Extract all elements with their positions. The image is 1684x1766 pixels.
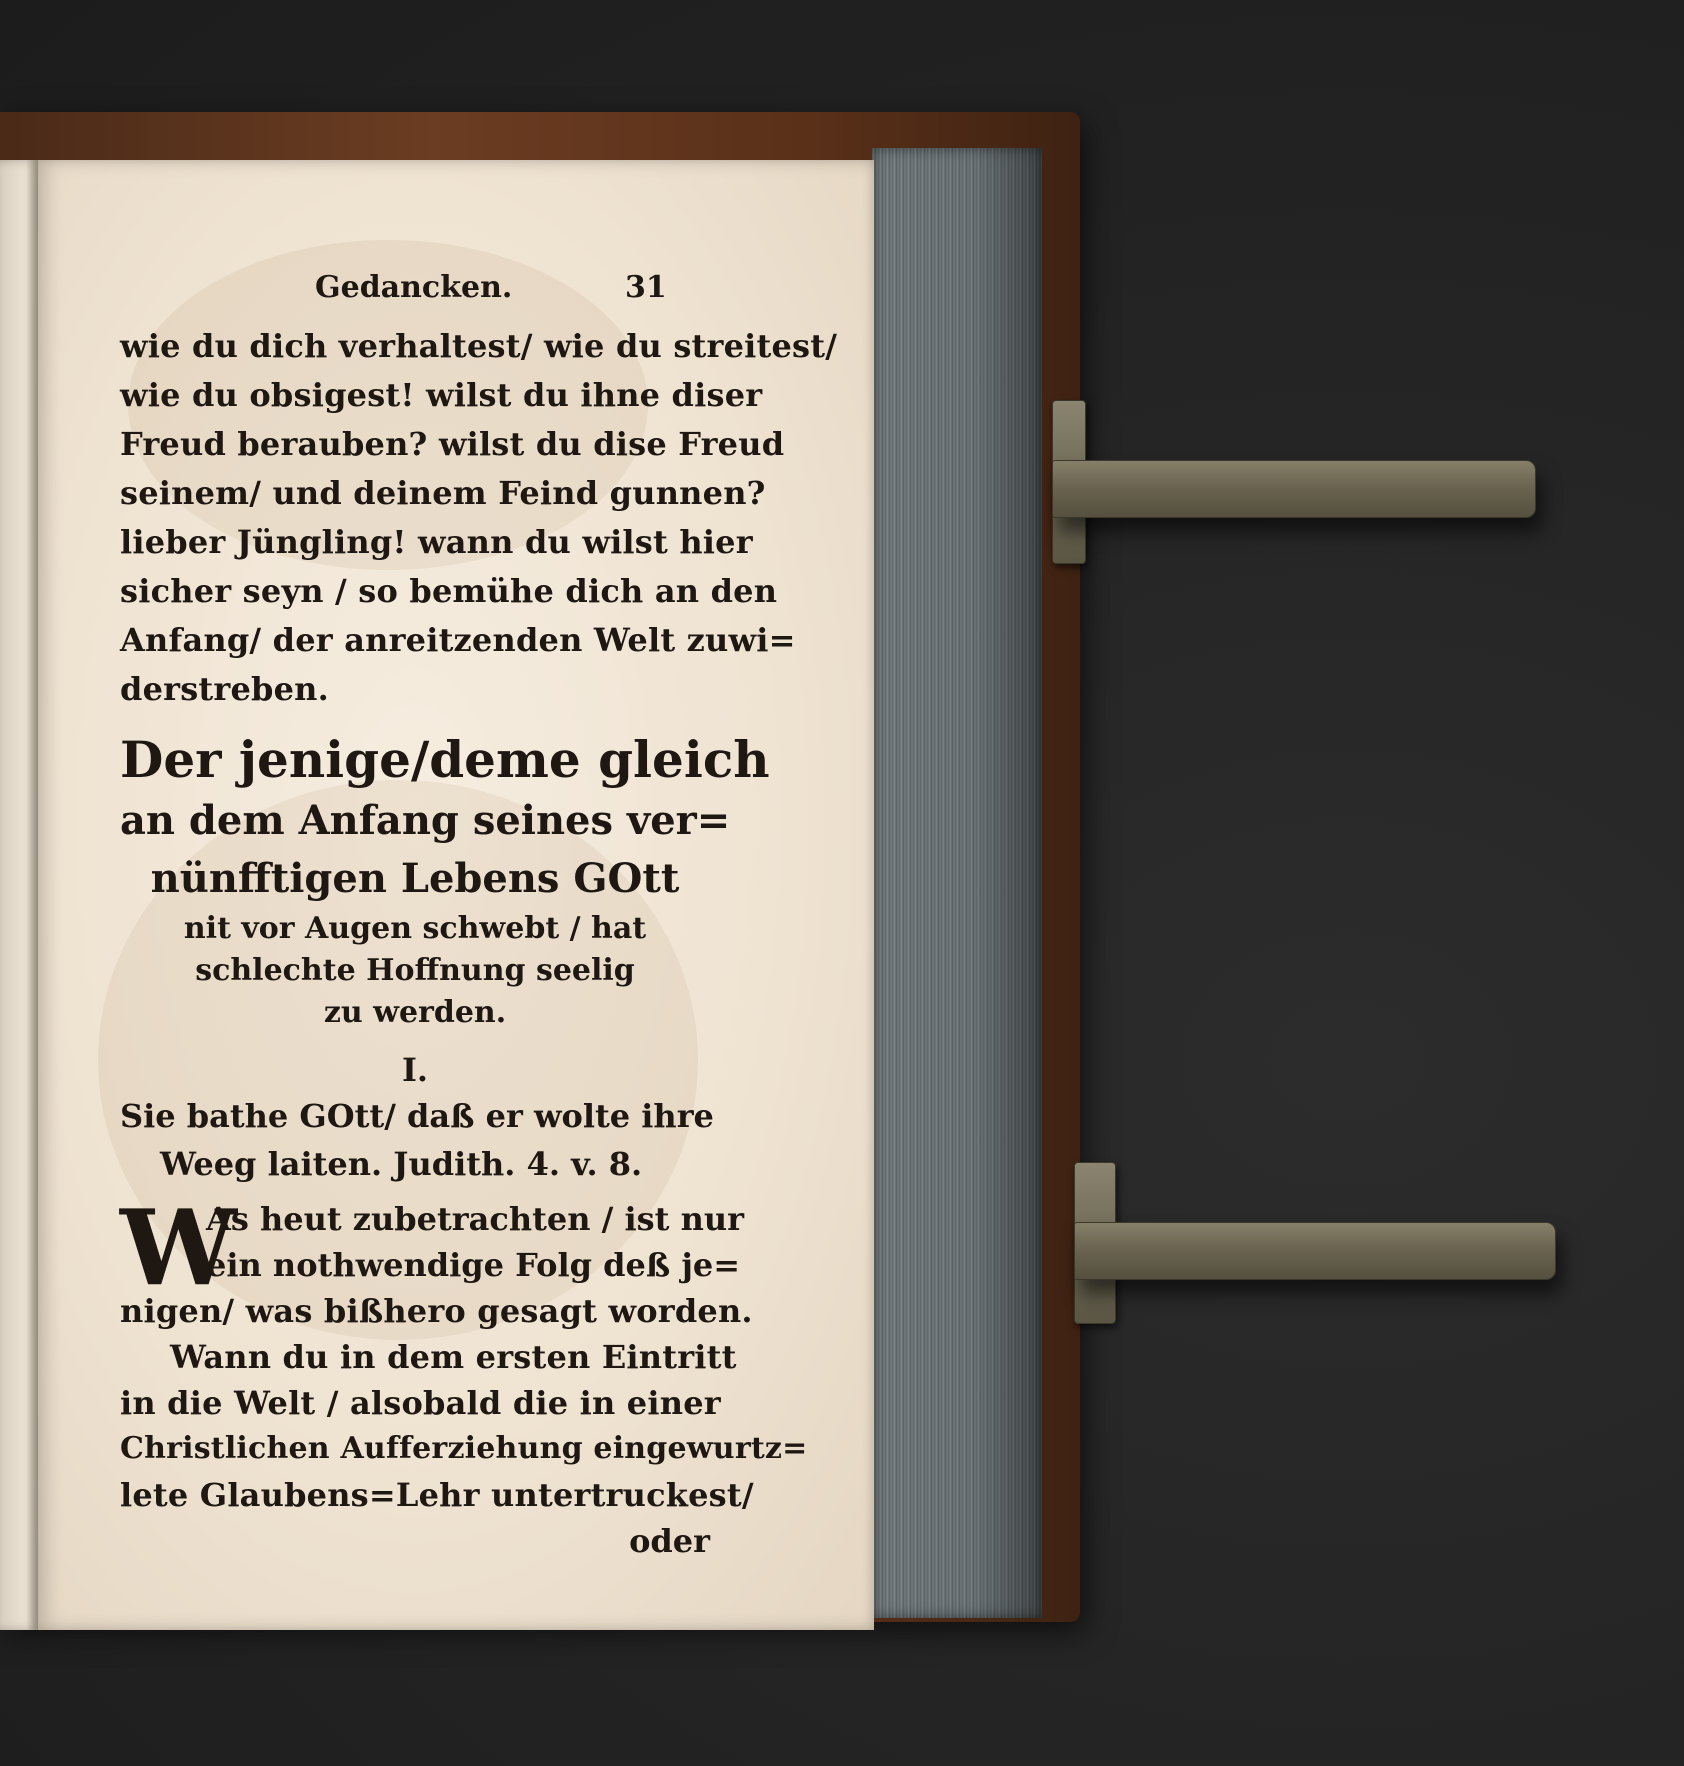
text-line: in die Welt / alsobald die in einer	[120, 1384, 721, 1422]
text-line: wie du obsigest! wilst du ihne diser	[120, 376, 763, 414]
text-line: lieber Jüngling! wann du wilst hier	[120, 523, 753, 561]
heading-line: Der jenige/deme gleich	[120, 730, 770, 789]
heading-line: nit vor Augen schwebt / hat	[183, 911, 647, 946]
page-text	[120, 270, 838, 1564]
text-line: lete Glaubens=Lehr untertruckest/	[120, 1476, 754, 1514]
drop-capital: W	[120, 1186, 237, 1309]
text-line: wie du dich verhaltest/ wie du streitest/	[120, 327, 838, 365]
heading-line: schlechte Hoffnung seelig	[195, 953, 635, 988]
text-line: derstreben.	[120, 670, 329, 708]
text-line: ein nothwendige Folg deß je=	[206, 1246, 741, 1284]
heading-line: zu werden.	[323, 995, 507, 1030]
intro-paragraph	[120, 322, 838, 714]
page-block-shadow	[872, 148, 1042, 1618]
upper-clasp-bar	[1052, 460, 1536, 518]
text-line: Freud berauben? wilst du dise Freud	[120, 425, 785, 463]
heading-line: nünfftigen Lebens GOtt	[150, 855, 680, 902]
left-page-edge	[0, 160, 38, 1630]
catchword: oder	[629, 1522, 710, 1560]
text-line: Anfang/ der anreitzenden Welt zuwi=	[120, 621, 796, 659]
text-line: Wann du in dem ersten Eintritt	[170, 1338, 737, 1376]
text-line: nigen/ was bißhero gesagt worden.	[120, 1292, 753, 1330]
paragraph-second	[120, 1334, 808, 1518]
page-number: 31	[625, 270, 667, 305]
running-head	[120, 270, 710, 322]
text-line: As heut zubetrachten / ist nur	[206, 1200, 744, 1238]
text-line: Christlichen Aufferziehung eingewurtz=	[120, 1431, 808, 1466]
text-line: sicher seyn / so bemühe dich an den	[120, 572, 778, 610]
scripture-line: Weeg laiten. Judith. 4. v. 8.	[160, 1145, 643, 1183]
scripture-line: Sie bathe GOtt/ daß er wolte ihre	[120, 1097, 714, 1135]
lower-clasp-bar	[1074, 1222, 1556, 1280]
section-number: I.	[401, 1051, 429, 1089]
heading-line: an dem Anfang seines ver=	[120, 797, 731, 844]
text-line: seinem/ und deinem Feind gunnen?	[120, 474, 766, 512]
paragraph-dropcap	[120, 1186, 753, 1334]
chapter-heading	[120, 728, 770, 1034]
running-head-title: Gedancken.	[315, 270, 513, 305]
